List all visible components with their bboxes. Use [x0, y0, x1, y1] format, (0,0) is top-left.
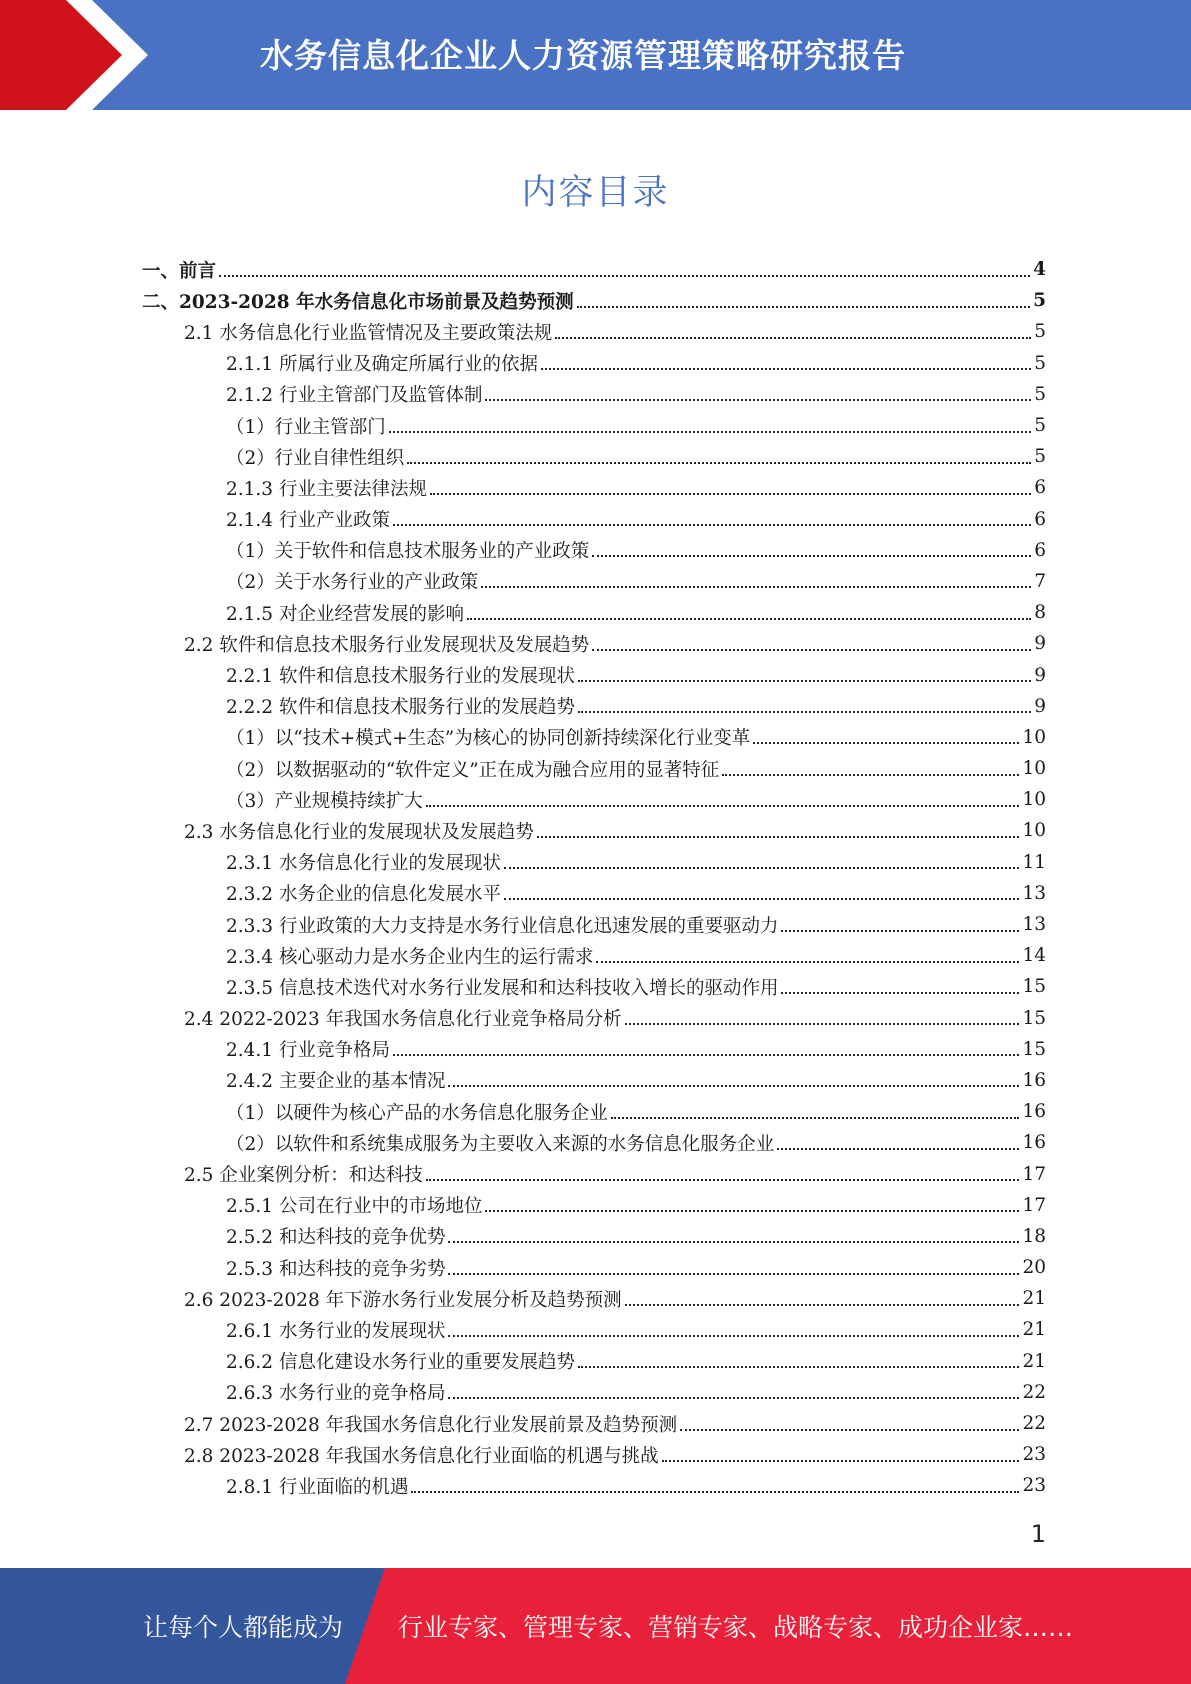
- toc-entry-page: 5: [1034, 415, 1046, 437]
- toc-entry[interactable]: [0, 1252, 1191, 1283]
- toc-entry-label: 2.6.3 水务行业的竞争格局: [226, 1383, 446, 1405]
- toc-entry-page: 10: [1022, 758, 1046, 780]
- toc-dot-leader: [577, 306, 1031, 308]
- toc-entry-page: 10: [1022, 789, 1046, 811]
- toc-entry[interactable]: [0, 784, 1191, 815]
- toc-entry-page: 5: [1034, 352, 1046, 374]
- toc-dot-leader: [578, 1366, 1019, 1368]
- toc-entry-label: 2.5.2 和达科技的竞争优势: [226, 1227, 446, 1249]
- toc-dot-leader: [481, 586, 1031, 588]
- toc-entry[interactable]: [0, 1408, 1191, 1439]
- toc-dot-leader: [467, 618, 1031, 620]
- toc-entry-label: 2.3.5 信息技术迭代对水务行业发展和和达科技收入增长的驱动作用: [226, 977, 779, 999]
- toc-entry[interactable]: [0, 379, 1191, 410]
- toc-dot-leader: [722, 774, 1019, 776]
- toc-entry-label: （2）以软件和系统集成服务为主要收入来源的水务信息化服务企业: [226, 1133, 775, 1155]
- toc-entry-label: （1）以“技术+模式+生态”为核心的协同创新持续深化行业变革: [226, 728, 751, 750]
- toc-entry-page: 17: [1022, 1163, 1046, 1185]
- toc-dot-leader: [393, 524, 1031, 526]
- toc-entry-label: （1）以硬件为核心产品的水务信息化服务企业: [226, 1102, 608, 1124]
- toc-dot-leader: [753, 742, 1019, 744]
- toc-entry-page: 21: [1022, 1350, 1046, 1372]
- toc-dot-leader: [781, 930, 1019, 932]
- toc-dot-leader: [592, 555, 1031, 557]
- toc-dot-leader: [555, 337, 1031, 339]
- toc-entry-label: 2.6 2023-2028 年下游水务行业发展分析及趋势预测: [184, 1289, 622, 1311]
- toc-entry-label: 2.8 2023-2028 年我国水务信息化行业面临的机遇与挑战: [184, 1445, 659, 1467]
- toc-dot-leader: [537, 836, 1020, 838]
- toc-entry-label: 2.2 软件和信息技术服务行业发展现状及发展趋势: [184, 634, 590, 656]
- toc-entry-label: 2.5.3 和达科技的竞争劣势: [226, 1258, 446, 1280]
- toc-entry[interactable]: [0, 1158, 1191, 1189]
- toc-entry-label: 2.4.1 行业竞争格局: [226, 1040, 390, 1062]
- toc-entry-page: 9: [1034, 633, 1046, 655]
- toc-entry-page: 9: [1034, 664, 1046, 686]
- toc-entry[interactable]: [0, 628, 1191, 659]
- toc-entry[interactable]: [0, 971, 1191, 1002]
- toc-entry-label: 二、2023-2028 年水务信息化市场前景及趋势预测: [142, 291, 574, 313]
- toc-entry-label: 一、前言: [142, 260, 217, 282]
- toc-dot-leader: [662, 1460, 1020, 1462]
- toc-entry[interactable]: [0, 659, 1191, 690]
- toc-entry-page: 16: [1022, 1101, 1046, 1123]
- toc-dot-leader: [448, 1335, 1019, 1337]
- toc-entry[interactable]: [0, 1034, 1191, 1065]
- toc-entry[interactable]: [0, 1127, 1191, 1158]
- toc-entry-page: 7: [1034, 570, 1046, 592]
- toc-entry-page: 21: [1022, 1288, 1046, 1310]
- toc-entry-label: 2.5.1 公司在行业中的市场地位: [226, 1196, 483, 1218]
- toc-entry-page: 23: [1022, 1444, 1046, 1466]
- toc-entry[interactable]: [0, 410, 1191, 441]
- toc-dot-leader: [393, 1054, 1019, 1056]
- toc-entry-label: 2.4 2022-2023 年我国水务信息化行业竞争格局分析: [184, 1009, 622, 1031]
- toc-dot-leader: [426, 805, 1020, 807]
- toc-dot-leader: [448, 1273, 1019, 1275]
- toc-entry-label: 2.3.4 核心驱动力是水务企业内生的运行需求: [226, 946, 594, 968]
- toc-dot-leader: [596, 961, 1019, 963]
- toc-entry-page: 5: [1033, 290, 1046, 312]
- toc-entry-page: 21: [1022, 1319, 1046, 1341]
- report-title: 水务信息化企业人力资源管理策略研究报告: [260, 36, 906, 75]
- toc-dot-leader: [777, 1148, 1019, 1150]
- toc-entry-label: 2.3 水务信息化行业的发展现状及发展趋势: [184, 821, 534, 843]
- toc-dot-leader: [781, 992, 1019, 994]
- toc-dot-leader: [426, 1179, 1020, 1181]
- toc-entry[interactable]: [0, 1096, 1191, 1127]
- toc-entry[interactable]: [0, 535, 1191, 566]
- toc-entry-label: 2.7 2023-2028 年我国水务信息化行业发展前景及趋势预测: [184, 1414, 678, 1436]
- toc-entry-page: 6: [1034, 477, 1046, 499]
- toc-entry[interactable]: [0, 1221, 1191, 1252]
- toc-entry-page: 23: [1022, 1475, 1046, 1497]
- toc-dot-leader: [389, 431, 1031, 433]
- toc-entry-label: 2.6.1 水务行业的发展现状: [226, 1320, 446, 1342]
- toc-heading: 内容目录: [521, 173, 670, 213]
- toc-entry-page: 22: [1022, 1413, 1046, 1435]
- toc-entry[interactable]: [0, 1003, 1191, 1034]
- toc-entry[interactable]: [0, 878, 1191, 909]
- toc-dot-leader: [611, 1117, 1020, 1119]
- page-number: 1: [1030, 1520, 1046, 1548]
- toc-entry-page: 16: [1022, 1069, 1046, 1091]
- toc-dot-leader: [504, 898, 1019, 900]
- toc-dot-leader: [407, 462, 1031, 464]
- toc-entry-page: 8: [1034, 602, 1046, 624]
- toc-entry[interactable]: [0, 815, 1191, 846]
- toc-dot-leader: [219, 275, 1030, 277]
- toc-entry-page: 18: [1022, 1225, 1046, 1247]
- toc-entry-page: 16: [1022, 1132, 1046, 1154]
- toc-entry[interactable]: [0, 1377, 1191, 1408]
- toc-entry[interactable]: [0, 316, 1191, 347]
- toc-entry-page: 13: [1022, 882, 1046, 904]
- toc-entry-label: 2.1.5 对企业经营发展的影响: [226, 603, 464, 625]
- toc-entry-page: 20: [1022, 1257, 1046, 1279]
- toc-entry-label: （2）以数据驱动的“软件定义”正在成为融合应用的显著特征: [226, 759, 720, 781]
- toc-entry[interactable]: [0, 348, 1191, 379]
- toc-entry-label: 2.6.2 信息化建设水务行业的重要发展趋势: [226, 1352, 575, 1374]
- toc-entry[interactable]: [0, 847, 1191, 878]
- footer-banner: [0, 1568, 1191, 1684]
- toc-entry-label: 2.1.3 行业主要法律法规: [226, 478, 427, 500]
- toc-entry-label: 2.1 水务信息化行业监管情况及主要政策法规: [184, 322, 553, 344]
- toc-entry-page: 15: [1022, 1038, 1046, 1060]
- toc-entry-label: 2.4.2 主要企业的基本情况: [226, 1071, 446, 1093]
- toc-dot-leader: [541, 368, 1031, 370]
- toc-entry[interactable]: [0, 940, 1191, 971]
- toc-entry-label: （1）关于软件和信息技术服务业的产业政策: [226, 541, 590, 563]
- toc-entry[interactable]: [0, 722, 1191, 753]
- toc-entry[interactable]: [0, 1190, 1191, 1221]
- toc-dot-leader: [430, 493, 1031, 495]
- toc-dot-leader: [578, 711, 1031, 713]
- footer-slogan: 让每个人都能成为: [143, 1613, 344, 1642]
- toc-entry[interactable]: [0, 1346, 1191, 1377]
- toc-dot-leader: [578, 680, 1031, 682]
- toc-entry-label: 2.3.1 水务信息化行业的发展现状: [226, 853, 501, 875]
- toc-entry[interactable]: [0, 1470, 1191, 1501]
- toc-entry[interactable]: [0, 753, 1191, 784]
- toc-entry-label: 2.2.1 软件和信息技术服务行业的发展现状: [226, 666, 575, 688]
- toc-entry-page: 11: [1022, 851, 1046, 873]
- toc-dot-leader: [411, 1491, 1019, 1493]
- table-of-contents: [0, 254, 1191, 1502]
- toc-entry-page: 15: [1022, 976, 1046, 998]
- toc-entry-page: 4: [1033, 259, 1046, 281]
- toc-entry-page: 14: [1022, 945, 1046, 967]
- toc-dot-leader: [680, 1429, 1019, 1431]
- toc-entry-label: 2.5 企业案例分析：和达科技: [184, 1165, 423, 1187]
- header-arrow-icon: [0, 0, 160, 110]
- toc-entry[interactable]: [0, 1065, 1191, 1096]
- toc-entry-label: （2）关于水务行业的产业政策: [226, 572, 479, 594]
- toc-entry-label: 2.2.2 软件和信息技术服务行业的发展趋势: [226, 697, 575, 719]
- toc-entry-label: （3）产业规模持续扩大: [226, 790, 423, 812]
- toc-entry[interactable]: [0, 909, 1191, 940]
- report-header: [0, 0, 1191, 110]
- toc-entry-label: （1）行业主管部门: [226, 416, 386, 438]
- toc-dot-leader: [504, 867, 1019, 869]
- toc-dot-leader: [625, 1023, 1020, 1025]
- toc-entry-label: 2.1.4 行业产业政策: [226, 510, 390, 532]
- toc-entry[interactable]: [0, 504, 1191, 535]
- toc-entry-label: （2）行业自律性组织: [226, 447, 405, 469]
- toc-entry[interactable]: [0, 285, 1191, 316]
- toc-entry[interactable]: [0, 472, 1191, 503]
- toc-entry-page: 17: [1022, 1194, 1046, 1216]
- toc-entry-page: 5: [1034, 321, 1046, 343]
- toc-entry-label: 2.8.1 行业面临的机遇: [226, 1476, 409, 1498]
- toc-entry-page: 10: [1022, 820, 1046, 842]
- toc-dot-leader: [625, 1304, 1020, 1306]
- toc-entry-page: 15: [1022, 1007, 1046, 1029]
- toc-entry[interactable]: [0, 597, 1191, 628]
- toc-dot-leader: [592, 649, 1031, 651]
- toc-entry-page: 6: [1034, 539, 1046, 561]
- toc-entry[interactable]: [0, 441, 1191, 472]
- toc-entry-page: 22: [1022, 1381, 1046, 1403]
- toc-entry-label: 2.1.2 行业主管部门及监管体制: [226, 385, 483, 407]
- toc-dot-leader: [485, 1210, 1019, 1212]
- toc-dot-leader: [448, 1085, 1019, 1087]
- toc-entry-page: 5: [1034, 446, 1046, 468]
- toc-entry-page: 9: [1034, 695, 1046, 717]
- toc-entry-label: 2.3.3 行业政策的大力支持是水务行业信息化迅速发展的重要驱动力: [226, 915, 779, 937]
- toc-entry[interactable]: [0, 691, 1191, 722]
- toc-entry[interactable]: [0, 1314, 1191, 1345]
- toc-entry[interactable]: [0, 1283, 1191, 1314]
- toc-entry-label: 2.3.2 水务企业的信息化发展水平: [226, 884, 501, 906]
- toc-entry[interactable]: [0, 566, 1191, 597]
- toc-entry[interactable]: [0, 254, 1191, 285]
- toc-dot-leader: [448, 1241, 1019, 1243]
- toc-entry-page: 10: [1022, 726, 1046, 748]
- toc-entry-page: 6: [1034, 508, 1046, 530]
- toc-dot-leader: [485, 399, 1031, 401]
- toc-dot-leader: [448, 1397, 1019, 1399]
- toc-entry-page: 5: [1034, 383, 1046, 405]
- toc-entry-page: 13: [1022, 914, 1046, 936]
- toc-entry[interactable]: [0, 1439, 1191, 1470]
- toc-entry-label: 2.1.1 所属行业及确定所属行业的依据: [226, 354, 538, 376]
- footer-roles: 行业专家、管理专家、营销专家、战略专家、成功企业家……: [398, 1613, 1074, 1642]
